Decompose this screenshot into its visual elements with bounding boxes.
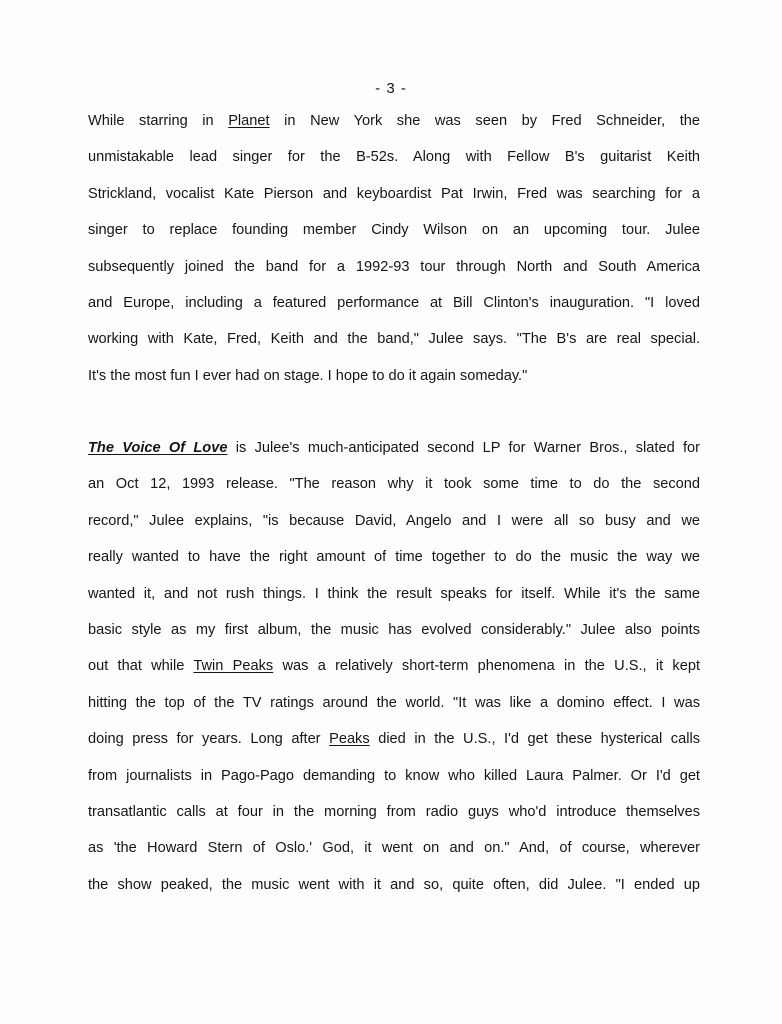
text-line: transatlantic calls at four in the morning from radio guys who'd introduce themselves bbox=[88, 803, 700, 820]
text-line: out that while Twin Peaks was a relatively short-term phenomena in the U.S., it kept bbox=[88, 658, 700, 675]
paragraph-b52s bbox=[88, 103, 700, 394]
text-line: unmistakable lead singer for the B-52s. Along with Fellow B's guitarist Keith bbox=[88, 149, 700, 166]
text-line: record," Julee explains, "is because David, Angelo and I were all so busy and we bbox=[88, 512, 700, 529]
page-number: - 3 - bbox=[375, 80, 407, 97]
text-line: subsequently joined the band for a 1992-93 tour through North and South America bbox=[88, 258, 700, 275]
title-planet: Planet bbox=[228, 113, 270, 129]
text-line: wanted it, and not rush things. I think the result speaks for itself. While it's the same bbox=[88, 585, 700, 602]
text-line: and Europe, including a featured performance at Bill Clinton's inauguration. "I loved bbox=[88, 294, 700, 311]
text-line: doing press for years. Long after Peaks died in the U.S., I'd get these hysterical calls bbox=[88, 731, 700, 748]
title-peaks: Peaks bbox=[329, 731, 370, 748]
text-line: singer to replace founding member Cindy Wilson on an upcoming tour. Julee bbox=[88, 222, 700, 239]
album-title-voice-of-love: The Voice Of Love bbox=[88, 440, 228, 456]
title-twin-peaks: Twin Peaks bbox=[193, 658, 274, 675]
text-line: Strickland, vocalist Kate Pierson and keyboardist Pat Irwin, Fred was searching for a bbox=[88, 185, 700, 202]
text-line: from journalists in Pago-Pago demanding to know who killed Laura Palmer. Or I'd get bbox=[88, 767, 700, 784]
text-line: The Voice Of Love is Julee's much-anticipated second LP for Warner Bros., slated for bbox=[88, 440, 700, 456]
text-line: basic style as my first album, the music has evolved considerably." Julee also points bbox=[88, 621, 700, 638]
text-line: really wanted to have the right amount of time together to do the music the way we bbox=[88, 549, 700, 566]
text-line: While starring in Planet in New York she was seen by Fred Schneider, the bbox=[88, 113, 700, 129]
text-line: It's the most fun I ever had on stage. I hope to do it again someday." bbox=[88, 367, 528, 384]
text-line: the show peaked, the music went with it and so, quite often, did Julee. "I ended up bbox=[88, 876, 700, 893]
text-line: working with Kate, Fred, Keith and the band," Julee says. "The B's are real special. bbox=[88, 331, 700, 348]
text-line: hitting the top of the TV ratings around the world. "It was like a domino effect. I was bbox=[88, 694, 700, 711]
text-line: as 'the Howard Stern of Oslo.' God, it went on and on." And, of course, wherever bbox=[88, 840, 700, 857]
text-line: an Oct 12, 1993 release. "The reason why it took some time to do the second bbox=[88, 476, 700, 493]
paragraph-voice-of-love bbox=[88, 430, 700, 903]
